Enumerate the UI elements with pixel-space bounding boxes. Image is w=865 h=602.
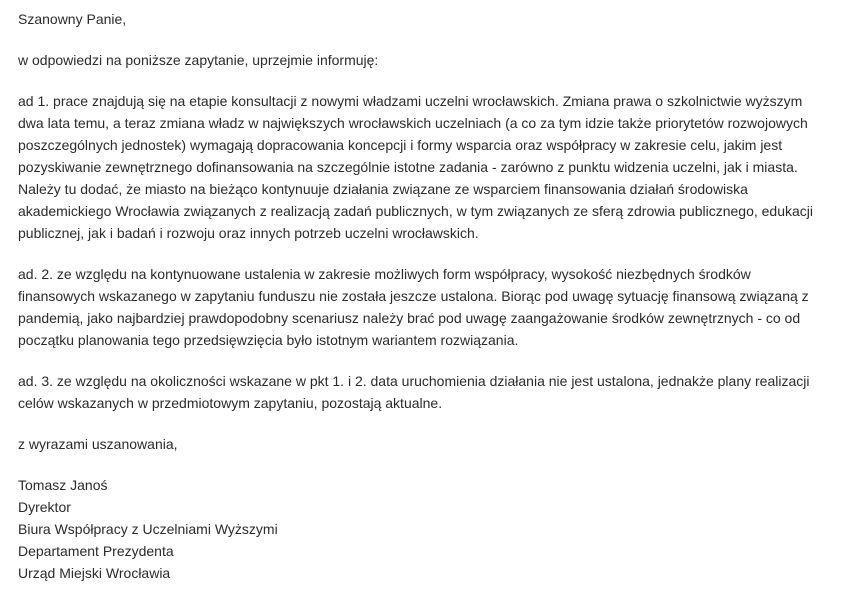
signature-department: Departament Prezydenta	[18, 543, 174, 559]
paragraph-line: finansowych wskazanego w zapytaniu funduszu nie została jeszcze ustalona. Biorąc pod uwagę sytuację finansową związaną z	[18, 288, 809, 304]
paragraph-line: dwa lata temu, a teraz zmiana władz w największych wrocławskich uczelniach (a co za tym idzie także priorytetów rozwojowych	[18, 115, 808, 131]
intro-text: w odpowiedzi na poniższe zapytanie, uprzejmie informuję:	[18, 52, 379, 68]
paragraph-line: Należy tu dodać, że miasto na bieżąco kontynuuje działania związane ze wsparciem finansowania działań środowiska	[18, 181, 748, 197]
signature-title: Dyrektor	[18, 499, 71, 515]
paragraph-line: początku planowania tego przedsięwzięcia było istotnym wariantem rozwiązania.	[18, 332, 519, 348]
paragraph-line: ad. 3. ze względu na okoliczności wskazane w pkt 1. i 2. data uruchomienia działania nie jest ustalona, jednakże plany realizacji	[18, 373, 810, 389]
paragraph-line: publicznej, jak i badań i rozwoju oraz innych potrzeb uczelni wrocławskich.	[18, 225, 479, 241]
salutation-text: Szanowny Panie,	[18, 11, 127, 27]
paragraph-line: poszczególnych jednostek) wymagają dopracowania koncepcji i formy wsparcia oraz współpracy w zakresie celu, jakim jest	[18, 137, 783, 153]
paragraph-1	[18, 90, 848, 244]
paragraph-line: ad 1. prace znajdują się na etapie konsultacji z nowymi władzami uczelni wrocławskich. Zmiana prawa o szkolnictwie wyższym	[18, 93, 803, 109]
salutation	[18, 8, 848, 30]
paragraph-line: akademickiego Wrocławia związanych z realizacją zadań publicznych, w tym związanych ze sferą zdrowia publicznego, edukacji	[18, 203, 813, 219]
closing	[18, 433, 848, 455]
paragraph-3	[18, 370, 848, 414]
signature-office: Biura Współpracy z Uczelniami Wyższymi	[18, 521, 278, 537]
paragraph-line: pandemią, jako najbardziej prawdopodobny scenariusz należy brać pod uwagę zaangażowanie środków zewnętrznych - co od	[18, 310, 801, 326]
paragraph-2	[18, 263, 848, 351]
signature-block	[18, 474, 848, 584]
paragraph-line: celów wskazanych w przedmiotowym zapytaniu, pozostają aktualne.	[18, 395, 443, 411]
paragraph-line: ad. 2. ze względu na kontynuowane ustalenia w zakresie możliwych form współpracy, wysokość niezbędnych środków	[18, 266, 751, 282]
paragraph-line: pozyskiwanie zewnętrznego dofinansowania na szczególnie istotne zadania - zarówno z punktu widzenia uczelni, jak i miasta.	[18, 159, 798, 175]
signature-organization: Urząd Miejski Wrocławia	[18, 565, 171, 581]
letter-body	[18, 8, 848, 584]
closing-text: z wyrazami uszanowania,	[18, 436, 178, 452]
intro	[18, 49, 848, 71]
signature-name: Tomasz Janoś	[18, 477, 108, 493]
